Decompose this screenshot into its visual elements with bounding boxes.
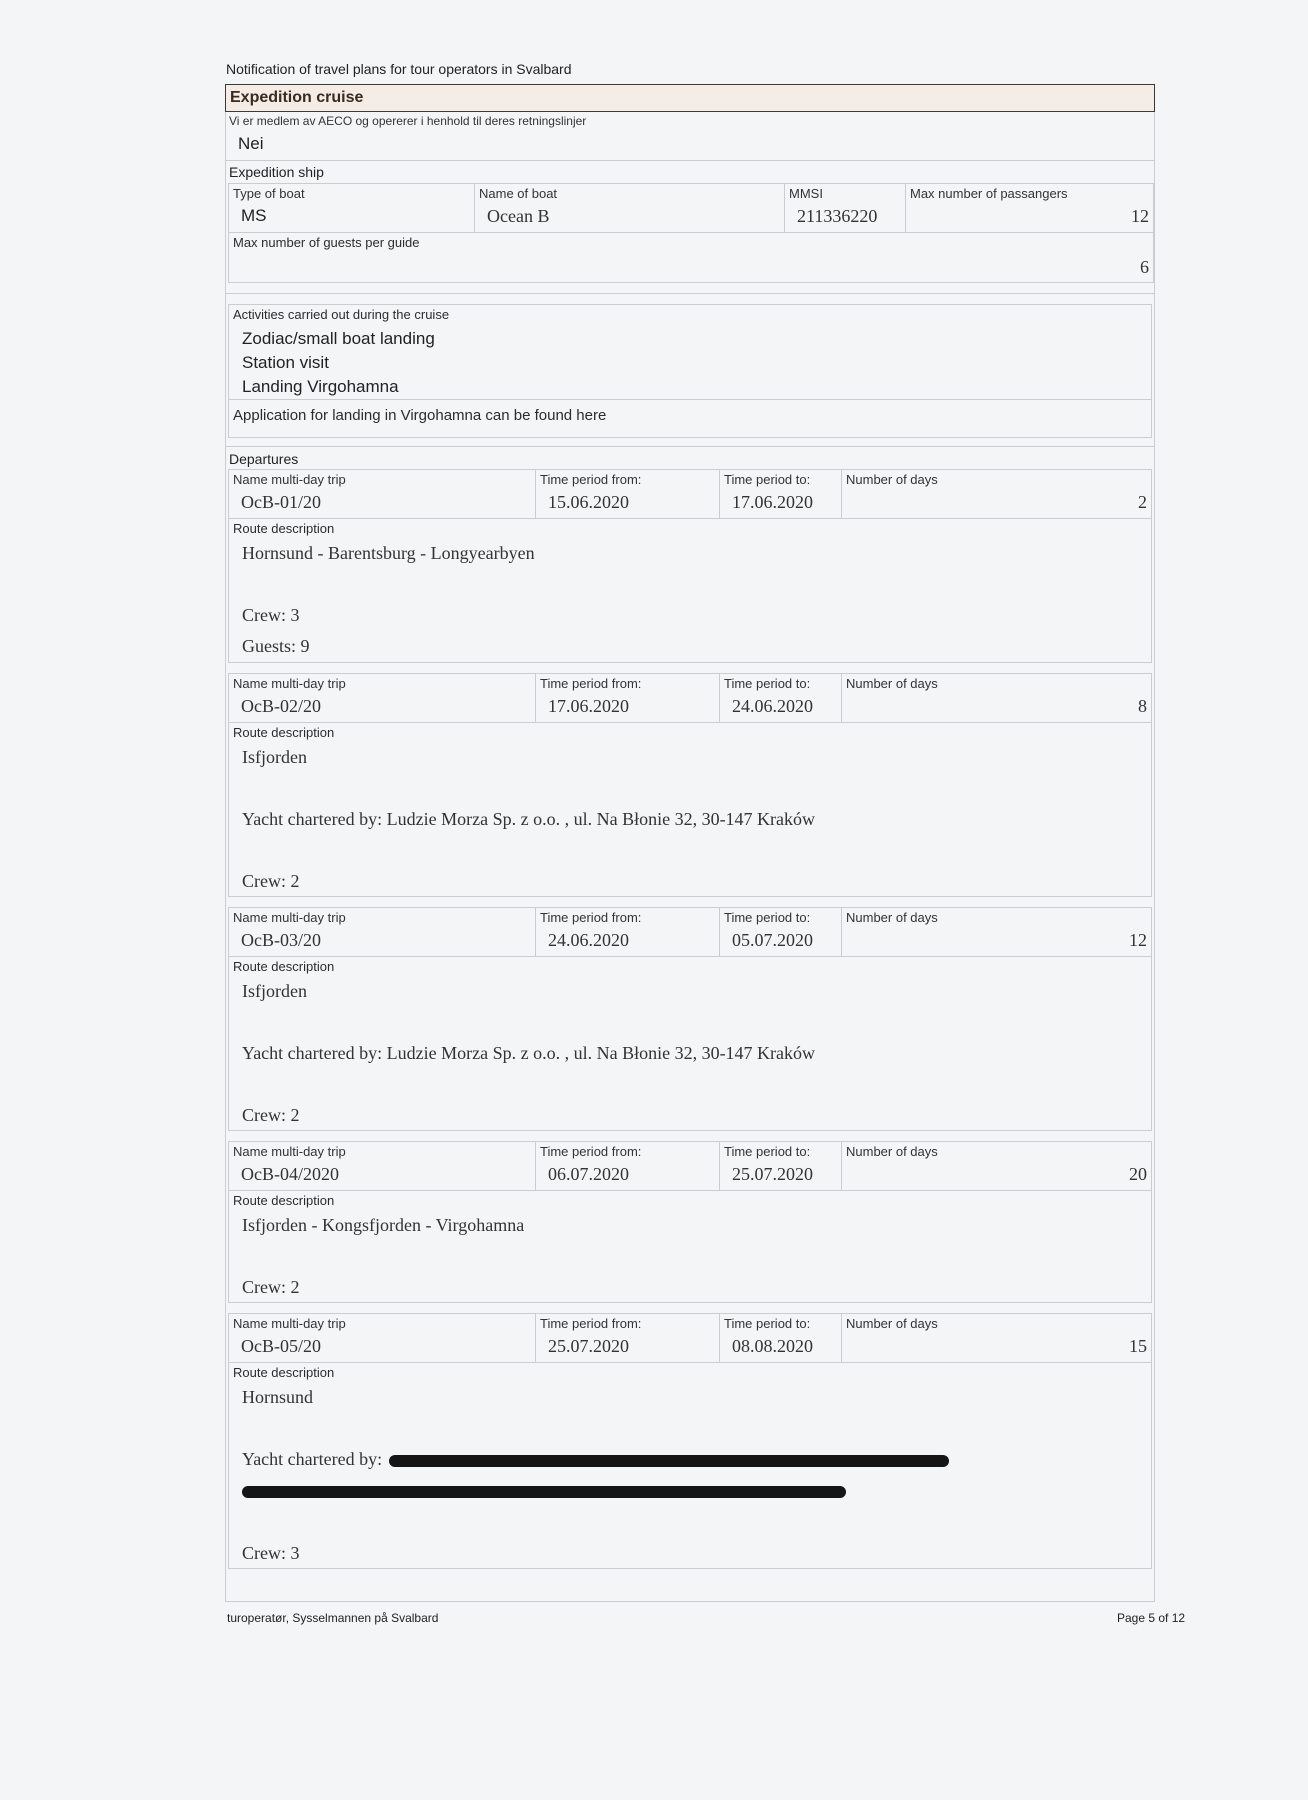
page-header: Notification of travel plans for tour operators in Svalbard [226,61,572,77]
crew-text: Crew: 3 [242,1543,300,1563]
days-label: Number of days [846,472,938,487]
trip-days: 12 [1129,930,1147,950]
from-label: Time period from: [540,1144,642,1159]
route-label: Route description [233,1365,335,1380]
type-of-boat-value: MS [241,206,267,225]
trip-name: OcB-02/20 [241,696,321,716]
crew-text: Crew: 2 [242,871,300,891]
aeco-answer: Nei [238,134,264,153]
trip-from: 17.06.2020 [548,696,629,716]
activities-label: Activities carried out during the cruise [233,307,450,322]
mmsi-label: MMSI [789,186,823,201]
trip [226,1141,1154,1303]
charter-note: Yacht chartered by: Ludzie Morza Sp. z o.o. , ul. Na Błonie 32, 30-147 Kraków [242,1043,816,1063]
max-passengers-cell [906,184,1153,232]
redaction-bar [242,1486,846,1498]
trip-days: 8 [1138,696,1147,716]
ship-heading: Expedition ship [229,164,324,180]
trip-days: 20 [1129,1164,1147,1184]
trip-to: 17.06.2020 [732,492,813,512]
max-passengers-label: Max number of passangers [910,186,1068,201]
to-label: Time period to: [724,1144,811,1159]
route-label: Route description [233,1193,335,1208]
guests-per-guide-label: Max number of guests per guide [233,235,420,250]
guests-text: Guests: 9 [242,636,310,656]
trip-name-label: Name multi-day trip [233,472,346,487]
crew-text: Crew: 2 [242,1277,300,1297]
days-label: Number of days [846,910,938,925]
charter-note-prefix: Yacht chartered by: [242,1449,383,1469]
aeco-field [226,112,1154,161]
route-label: Route description [233,725,335,740]
trip [226,469,1154,663]
trip-from: 25.07.2020 [548,1336,629,1356]
guests-per-guide-value: 6 [1140,257,1149,277]
days-label: Number of days [846,1144,938,1159]
page-number: Page 5 of 12 [1117,1611,1186,1625]
trip [226,907,1154,1131]
section-title: Expedition cruise [225,84,1155,112]
type-of-boat-label: Type of boat [233,186,305,201]
from-label: Time period from: [540,676,642,691]
to-label: Time period to: [724,472,811,487]
trip-name: OcB-01/20 [241,492,321,512]
footer-left: turoperatør, Sysselmannen på Svalbard [227,1611,439,1625]
guests-per-guide-field [228,233,1154,283]
trip-to: 08.08.2020 [732,1336,813,1356]
mmsi-cell [785,184,906,232]
route-text: Isfjorden [242,747,307,767]
trip-name: OcB-03/20 [241,930,321,950]
aeco-question: Vi er medlem av AECO og opererer i henhold til deres retningslinjer [229,114,587,128]
trip-name-label: Name multi-day trip [233,1144,346,1159]
trip [226,1313,1154,1569]
trip-to: 25.07.2020 [732,1164,813,1184]
activity-item: Zodiac/small boat landing [242,329,435,348]
days-label: Number of days [846,1316,938,1331]
from-label: Time period from: [540,472,642,487]
activity-item: Landing Virgohamna [242,377,399,396]
trip-to: 24.06.2020 [732,696,813,716]
expedition-cruise-form [225,84,1155,1602]
days-label: Number of days [846,676,938,691]
trip-from: 06.07.2020 [548,1164,629,1184]
departures-heading: Departures [229,451,299,467]
charter-note: Yacht chartered by: Ludzie Morza Sp. z o.o. , ul. Na Błonie 32, 30-147 Kraków [242,809,816,829]
trip-to: 05.07.2020 [732,930,813,950]
trip-from: 15.06.2020 [548,492,629,512]
trip-from: 24.06.2020 [548,930,629,950]
max-passengers-value: 12 [1131,206,1149,226]
to-label: Time period to: [724,910,811,925]
activity-item: Station visit [242,353,329,372]
from-label: Time period from: [540,910,642,925]
trip-name-label: Name multi-day trip [233,1316,346,1331]
route-text: Hornsund - Barentsburg - Longyearbyen [242,543,535,563]
trip-name: OcB-05/20 [241,1336,321,1356]
virgohamna-application-link[interactable]: Application for landing in Virgohamna can be found here [228,400,1152,438]
route-label: Route description [233,521,335,536]
trip-days: 15 [1129,1336,1147,1356]
trip-days: 2 [1138,492,1147,512]
trip [226,673,1154,897]
mmsi-value: 211336220 [797,206,878,226]
trip-name-label: Name multi-day trip [233,910,346,925]
name-of-boat-cell [475,184,785,232]
activities-field [228,304,1152,400]
route-text: Isfjorden [242,981,307,1001]
redaction-bar [389,1455,949,1467]
name-of-boat-label: Name of boat [479,186,558,201]
to-label: Time period to: [724,676,811,691]
crew-text: Crew: 3 [242,605,300,625]
route-text: Isfjorden - Kongsfjorden - Virgohamna [242,1215,525,1235]
trip-name: OcB-04/2020 [241,1164,339,1184]
name-of-boat-value: Ocean B [487,206,550,226]
trip-name-label: Name multi-day trip [233,676,346,691]
from-label: Time period from: [540,1316,642,1331]
ship-row [228,183,1154,233]
route-text: Hornsund [242,1387,313,1407]
route-label: Route description [233,959,335,974]
type-of-boat-cell [229,184,475,232]
crew-text: Crew: 2 [242,1105,300,1125]
to-label: Time period to: [724,1316,811,1331]
